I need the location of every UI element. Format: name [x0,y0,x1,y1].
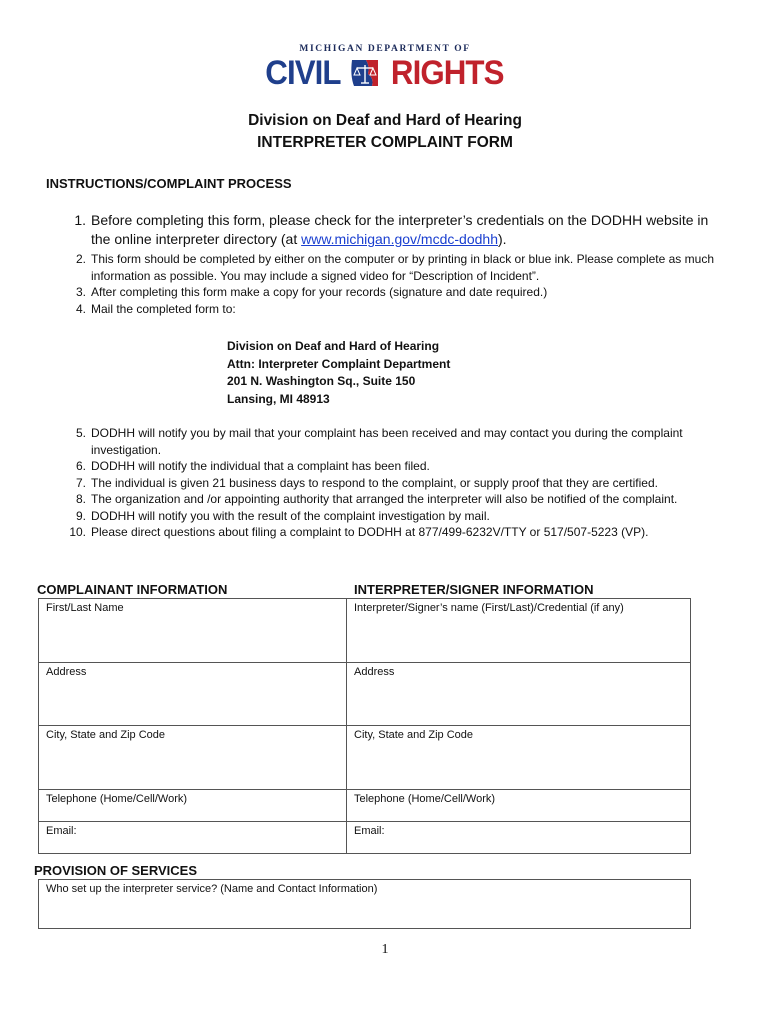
interpreter-telephone-field[interactable] [347,790,691,822]
logo-wordmark [262,56,508,90]
agency-logo [0,44,770,90]
list-item [66,425,726,458]
complainant-interpreter-table [38,598,691,854]
scales-of-justice-icon [348,56,382,90]
complainant-name-field[interactable] [39,599,347,663]
interpreter-email-field[interactable] [347,822,691,854]
list-number: 5. [75,426,86,440]
instructions-heading: INSTRUCTIONS/COMPLAINT PROCESS [46,176,292,191]
address-line: Division on Deaf and Hard of Hearing [227,339,440,353]
list-text: Before completing this form, please check for the interpreter’s credentials on the DODHH website in the online interpreter directory (at [91,212,709,247]
complainant-heading: COMPLAINANT INFORMATION [37,582,228,597]
list-number: 6. [75,459,86,473]
list-item [66,284,726,301]
instructions-list-part1 [66,211,726,317]
field-label: Interpreter/Signer’s name (First/Last)/Credential (if any) [354,602,624,614]
address-line: Attn: Interpreter Complaint Department [227,356,451,371]
list-number: 8. [75,492,86,506]
list-text: DODHH will notify the individual that a complaint has been filed. [91,459,430,473]
field-label: City, State and Zip Code [46,729,166,741]
field-label: City, State and Zip Code [354,729,474,741]
field-label: Address [46,666,87,678]
address-line: Lansing, MI 48913 [227,391,330,406]
interpreter-city-state-zip-field[interactable] [347,726,691,790]
field-label: Address [354,666,395,678]
provision-heading: PROVISION OF SERVICES [34,863,198,878]
list-text: Please direct questions about filing a complaint to DODHH at 877/499-6232V/TTY or 517/507-5223 (VP). [91,525,649,539]
list-number: 2. [75,252,86,266]
list-text: DODHH will notify you with the result of the complaint investigation by mail. [91,508,490,523]
complainant-email-field[interactable] [39,822,347,854]
list-number: 7. [75,475,86,490]
complainant-telephone-field[interactable] [39,790,347,822]
provision-table [38,879,691,929]
complainant-city-state-zip-field[interactable] [39,726,347,790]
page-number: 1 [381,942,389,957]
list-number: 9. [75,508,86,523]
logo-word-right: RIGHTS [390,54,504,92]
list-text: After completing this form make a copy for your records (signature and date required.) [91,285,548,299]
list-item [66,475,726,492]
division-title: Division on Deaf and Hard of Hearing [248,112,522,129]
address-line: 201 N. Washington Sq., Suite 150 [227,374,416,388]
list-text: DODHH will notify you by mail that your complaint has been received and may contact you during the complaint investigation. [91,426,683,457]
field-label: Email: [46,825,77,837]
logo-word-left: CIVIL [265,54,341,92]
interpreter-address-field[interactable] [347,663,691,726]
list-text: The individual is given 21 business days to respond to the complaint, or supply proof that they are certified. [91,475,658,490]
list-item [66,211,726,249]
instructions-list-part2 [66,425,726,541]
list-text: Mail the completed form to: [91,301,236,316]
service-setup-field[interactable] [39,880,691,929]
dodhh-website-link[interactable]: www.michigan.gov/mcdc-dodhh [301,231,498,247]
interpreter-name-field[interactable] [347,599,691,663]
list-item [66,301,726,318]
list-number: 4. [75,301,86,316]
list-text: The organization and /or appointing authority that arranged the interpreter will also be notified of the complaint. [91,492,678,506]
list-text-end: ). [497,231,507,247]
list-item [66,458,726,475]
list-number: 10. [69,525,86,539]
form-title: INTERPRETER COMPLAINT FORM [257,134,513,151]
list-item [66,508,726,525]
list-item [66,524,726,541]
list-item [66,491,726,508]
list-text: This form should be completed by either on the computer or by printing in black or blue ink. Please complete as much information as possible. You may include a signed video for “Description of Incident”. [91,252,714,283]
interpreter-heading: INTERPRETER/SIGNER INFORMATION [354,582,594,597]
list-number: 3. [75,285,86,299]
mailing-address [227,338,450,408]
list-number: 1. [74,212,86,228]
field-label: Who set up the interpreter service? (Name and Contact Information) [46,883,378,895]
field-label: First/Last Name [46,602,124,614]
list-item [66,251,726,284]
logo-top-text: MICHIGAN DEPARTMENT OF [299,44,471,54]
field-label: Telephone (Home/Cell/Work) [354,793,496,805]
complainant-address-field[interactable] [39,663,347,726]
field-label: Telephone (Home/Cell/Work) [46,793,188,805]
field-label: Email: [354,825,385,837]
